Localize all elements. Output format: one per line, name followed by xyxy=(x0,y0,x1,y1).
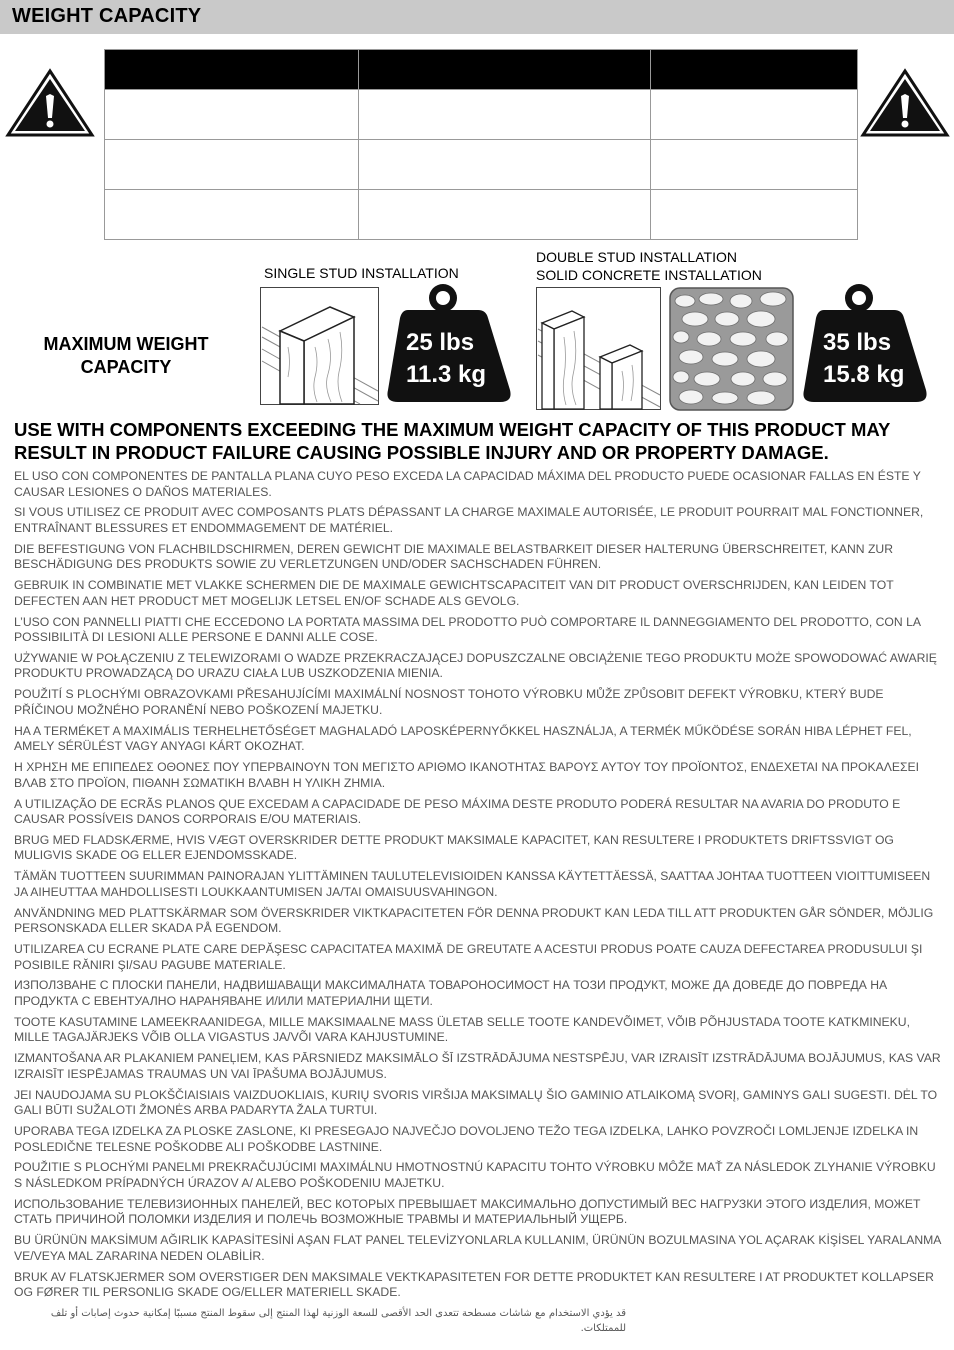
translated-warning-arabic: قد يؤدي الاستخدام مع شاشات مسطحة تتعدى الحد الأقصى للسعة الوزنية لهذا المنتج إلى سقوط المنتج مسببًا إمكانية حدوث إصابات أو تلف للممتلكات. xyxy=(50,1307,626,1335)
table-cell xyxy=(105,190,359,240)
table-row xyxy=(105,190,858,240)
warning-triangle-icon xyxy=(860,68,950,138)
max-weight-line-2: CAPACITY xyxy=(80,357,172,377)
translated-warnings xyxy=(14,469,946,1342)
translated-warning: TOOTE KASUTAMINE LAMEEKRAANIDEGA, MILLE MAKSIMAALNE MASS ÜLETAB SELLE TOOTE KANDEVÕIMET, VÕIB PÕHJUSTADA TOOTE KATKMINEKU, MILLE TAGAJÄRJEKS VÕIB OLLA VIGASTUS JA/VÕI VARA KAHJUSTUMINE. xyxy=(14,1014,910,1045)
double-stud-illustration xyxy=(536,287,661,410)
table-cell xyxy=(105,90,359,140)
table-header-cell xyxy=(651,50,858,90)
concrete-illustration xyxy=(669,287,794,411)
translated-warning: POUŽITÍ S PLOCHÝMI OBRAZOVKAMI PŘESAHUJÍCÍMI MAXIMÁLNÍ NOSNOST TOHOTO VÝROBKU MŮŽE ZPŮSOBIT DEFEKT VÝROBKU, KTERÝ BUDE PŘÍČINOU MOŽNÉHO PORANĚNÍ NEBO POŠKOZENÍ MAJETKU. xyxy=(14,687,884,717)
warning-triangle-icon xyxy=(5,68,95,138)
translated-warning: UŻYWANIE W POŁĄCZENIU Z TELEWIZORAMI O WADZE PRZEKRACZAJĄCEJ DOPUSZCZALNE OBCIĄŻENIE TEGO PRODUKTU MOŻE SPOWODOWAĆ AWARIĘ PRODUKTU PROWADZĄCĄ DO URAZU CIAŁA LUB USZKODZENIA MIENIA. xyxy=(14,650,937,681)
translated-warning: UPORABA TEGA IZDELKA ZA PLOSKE ZASLONE, KI PRESEGAJO NAJVEČJO DOVOLJENO TEŽO TEGA IZDELKA, LAHKO POVZROČI LOMLJENJE IZDELKA IN POSLEDIČNE TELESNE POŠKODBE ALI POŠKODBE LASTNINE. xyxy=(14,1124,919,1154)
maximum-weight-capacity-label xyxy=(26,333,226,379)
table-row xyxy=(105,140,858,190)
translated-warning: BU ÜRÜNÜN MAKSİMUM AĞIRLIK KAPASİTESİNİ AŞAN FLAT PANEL TELEVİZYONLARLA KULLANIM, ÜRÜNÜN BOZULMASINA YOL AÇARAK KİŞİSEL YARALANMA VE/VEYA MAL ZARARINA NEDEN OLABİLİR. xyxy=(14,1233,941,1263)
translated-warning: TÄMÄN TUOTTEEN SUURIMMAN PAINORAJAN YLITTÄMINEN TAULUTELEVISIOIDEN KANSSA KÄYTETTÄESSÄ, SAATTAA JOHTAA TUOTTEEN VIOITTUMISEEN JA AIHEUTTAA MAHDOLLISESTI LOUKKAANTUMISEN JA/TAI OMAISUUSVAHINGON. xyxy=(14,869,931,899)
table-cell xyxy=(651,140,858,190)
table-header-row xyxy=(105,50,858,90)
table-cell xyxy=(105,140,359,190)
translated-warning: HA A TERMÉKET A MAXIMÁLIS TERHELHETŐSÉGET MAGHALADÓ LAPOSKÉPERNYŐKKEL HASZNÁLJA, A TERMÉK MŰKÖDÉSE SORÁN HIBA LÉPHET FEL, AMELY SÉRÜLÉST VAGY ANYAGI KÁRT OKOZHAT. xyxy=(14,723,912,754)
section-header xyxy=(0,0,954,34)
table-cell xyxy=(651,90,858,140)
single-stud-illustration xyxy=(260,287,379,405)
double-weight-lbs: 35 lbs xyxy=(823,329,892,356)
translated-warning: L’USO CON PANNELLI PIATTI CHE ECCEDONO LA PORTATA MASSIMA DEL PRODOTTO PUÒ COMPORTARE IL DANNEGGIAMENTO DEL PRODOTTO, CON LA POSSIBILITÀ DI LESIONI ALLE PERSONE E DANNI ALLE COSE. xyxy=(14,614,921,645)
single-weight-lbs: 25 lbs xyxy=(406,329,475,356)
table-header-cell xyxy=(105,50,359,90)
warning-headline: USE WITH COMPONENTS EXCEEDING THE MAXIMUM WEIGHT CAPACITY OF THIS PRODUCT MAY RESULT IN PRODUCT FAILURE CAUSING POSSIBLE INJURY AND OR PROPERTY DAMAGE. xyxy=(14,419,891,463)
translated-warning: BRUK AV FLATSKJERMER SOM OVERSTIGER DEN MAKSIMALE VEKTKAPASITETEN FOR DETTE PRODUKTET KAN RESULTERE I AT PRODUKTET KOLLAPSER OG FØRER TIL PERSONLIG SKADE OG/ELLER MATERIELL SKADE. xyxy=(14,1269,934,1300)
translated-warning: UTILIZAREA CU ECRANE PLATE CARE DEPĂŞESC CAPACITATEA MAXIMĂ DE GREUTATE A ACESTUI PRODUS POATE CAUZA DEFECTAREA PRODUSULUI ŞI POSIBILE RĂNIRI ŞI/SAU PAGUBE MATERIALE. xyxy=(14,942,923,972)
double-weight-kg: 15.8 kg xyxy=(823,361,905,388)
solid-concrete-label: SOLID CONCRETE INSTALLATION xyxy=(536,267,762,283)
translated-warning: ANVÄNDNING MED PLATTSKÄRMAR SOM ÖVERSKRIDER VIKTKAPACITETEN FÖR DENNA PRODUKT KAN LEDA TILL ATT PRODUKTEN GÅR SÖNDER, MÖJLIG PERSONSKADA ELLER SKADA PÅ EGENDOM. xyxy=(14,905,934,936)
translated-warning: ИСПОЛЬЗОВАНИЕ ТЕЛЕВИЗИОННЫХ ПАНЕЛЕЙ, ВЕС КОТОРЫХ ПРЕВЫШАЕТ МАКСИМАЛЬНО ДОПУСТИМЫЙ ВЕС НАГРУЗКИ ЭТОГО ИЗДЕЛИЯ, МОЖЕТ СТАТЬ ПРИЧИНОЙ ПОЛОМКИ ИЗДЕЛИЯ И ПОЛЕЧЬ ВОЗМОЖНЫЕ ТРАВМЫ И МАТЕРИАЛЬНЫЙ УЩЕРБ. xyxy=(14,1196,921,1227)
table-header-cell xyxy=(359,50,651,90)
translated-warning: JEI NAUDOJAMA SU PLOKŠČIAISIAIS VAIZDUOKLIAIS, KURIŲ SVORIS VIRŠIJA MAKSIMALŲ ŠIO GAMINIO ATLAIKOMĄ SVORĮ, GAMINYS GALI SUGESTI. DĖL TO GALI BŪTI SUŽALOTI ŽMONĖS ARBA PADARYTA ŽALA TURTUI. xyxy=(14,1087,938,1118)
table-cell xyxy=(359,90,651,140)
max-weight-line-1: MAXIMUM WEIGHT xyxy=(43,334,209,354)
single-stud-label: SINGLE STUD INSTALLATION xyxy=(264,265,459,281)
translated-warning: ИЗПОЛЗВАНЕ С ПЛОСКИ ПАНЕЛИ, НАДВИШАВАЩИ МАКСИМАЛНАТА ТОВАРОНОСИМОСТ НА ТОЗИ ПРОДУКТ, МОЖЕ ДА ДОВЕДЕ ДО ПОВРЕДА НА ПРОДУКТА С ЕВЕНТУАЛНО НАРАНЯВАНЕ И/ИЛИ МАТЕРИАЛНИ ЩЕТИ. xyxy=(14,978,888,1008)
double-stud-label: DOUBLE STUD INSTALLATION xyxy=(536,249,737,265)
section-title: WEIGHT CAPACITY xyxy=(12,5,202,27)
specification-table xyxy=(104,49,858,240)
translated-warning: Η ΧΡΗΣΗ ΜΕ ΕΠΙΠΕΔΕΣ ΟΘΟΝΕΣ ΠΟΥ ΥΠΕΡΒΑΙΝΟΥΝ ΤΟΝ ΜΕΓΙΣΤΟ ΑΡΙΘΜΟ ΙΚΑΝΟΤΗΤΑΣ ΒΑΡΟΥΣ ΑΥΤΟΥ ΤΟΥ ΠΡΟΪΟΝΤΟΣ, ΕΝΔΕΧΕΤΑΙ ΝΑ ΠΡΟΚΑΛΕΣΕΙ ΒΛΑΒ ΣΤΟ ΠΡΟΪΟΝ, ΠΙΘΑΝΗ ΣΩΜΑΤΙΚΗ ΒΛΑΒΗ Η ΥΛΙΚΗ ΖΗΜΙΑ. xyxy=(14,760,920,790)
translated-warning: A UTILIZAÇÃO DE ECRÃS PLANOS QUE EXCEDAM A CAPACIDADE DE PESO MÁXIMA DESTE PRODUTO PODERÁ RESULTAR NA AVARIA DO PRODUTO E CAUSAR POSSÍVEIS DANOS CORPORAIS E/OU MATERIAIS. xyxy=(14,796,901,827)
translated-warning: EL USO CON COMPONENTES DE PANTALLA PLANA CUYO PESO EXCEDA LA CAPACIDAD MÁXIMA DEL PRODUCTO PUEDE OCASIONAR FALLAS EN ÉSTE Y CAUSAR LESIONES O DAÑOS MATERIALES. xyxy=(14,469,921,499)
table-cell xyxy=(359,190,651,240)
translated-warning: POUŽITIE S PLOCHÝMI PANELMI PREKRAČUJÚCIMI MAXIMÁLNU HMOTNOSTNÚ KAPACITU TOHTO VÝROBKU MÔŽE MAŤ ZA NÁSLEDOK ZLYHANIE VÝROBKU S NÁSLEDKOM PRÍPADNÝCH ÚRAZOV A/ ALEBO POŠKODENIU MAJETKU. xyxy=(14,1160,936,1190)
table-row xyxy=(105,90,858,140)
translated-warning: SI VOUS UTILISEZ CE PRODUIT AVEC COMPOSANTS PLATS DÉPASSANT LA CHARGE MAXIMALE AUTORISÉE, LE PRODUIT POURRAIT MAL FONCTIONNER, ENTRAÎNANT BLESSURES ET ENDOMMAGEMENT DE MATÉRIEL. xyxy=(14,505,924,535)
table-cell xyxy=(651,190,858,240)
table-cell xyxy=(359,140,651,190)
translated-warning: DIE BEFESTIGUNG VON FLACHBILDSCHIRMEN, DEREN GEWICHT DIE MAXIMALE BELASTBARKEIT DIESER HALTERUNG ÜBERSCHREITET, KANN ZUR BESCHÄDIGUNG DES PRODUKTS SOWIE ZU VERLETZUNGEN UND/ODER SACHSCHADEN FÜHREN. xyxy=(14,541,893,572)
single-weight-kg: 11.3 kg xyxy=(406,361,487,388)
translated-warning: GEBRUIK IN COMBINATIE MET VLAKKE SCHERMEN DIE DE MAXIMALE GEWICHTSCAPACITEIT VAN DIT PRODUCT OVERSCHRIJDEN, KAN LEIDEN TOT DEFECTEN AAN HET PRODUCT MET MOGELIJK LETSEL EN/OF SCHADE ALS GEVOLG. xyxy=(14,578,894,608)
translated-warning: BRUG MED FLADSKÆRME, HVIS VÆGT OVERSKRIDER DETTE PRODUKT MAKSIMALE KAPACITET, KAN RESULTERE I PRODUKTETS DRIFTSSVIGT OG MULIGVIS SKADE OG ELLER EJENDOMSSKADE. xyxy=(14,832,894,863)
translated-warning: IZMANTOŠANA AR PLAKANIEM PANEĻIEM, KAS PĀRSNIEDZ MAKSIMĀLO ŠĪ IZSTRĀDĀJUMA NESTSPĒJU, VAR IZRAISĪT IZSTRĀDĀJUMA BOJĀJUMUS, KAS VAR IZRAISĪT IESPĒJAMAS TRAUMAS UN VAI ĪPAŠUMA BOJĀJUMUS. xyxy=(14,1051,941,1081)
